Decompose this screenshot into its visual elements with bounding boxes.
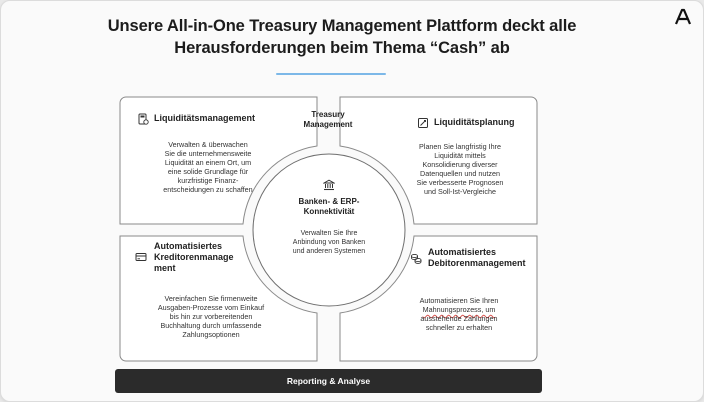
debitorenmanagement-body: Automatisieren Sie Ihren Mahnungsprozess, um ausstehende Zahlungen schneller zu erhalten: [419, 296, 499, 332]
kreditorenmanagement-title: Automatisiertes Kreditorenmanage ment: [154, 241, 234, 273]
reporting-analyse-label: Reporting & Analyse: [286, 376, 371, 386]
treasury-diagram: [118, 96, 539, 362]
page-title: [41, 15, 643, 59]
calculator-icon: [137, 113, 149, 125]
logo-a-icon: [673, 7, 693, 27]
title-accent-line: [276, 73, 386, 75]
title-line-2: Herausforderungen beim Thema “Cash” ab: [174, 39, 510, 57]
center-body: Verwalten Sie Ihre Anbindung von Banken und anderen Systemen: [292, 230, 366, 255]
credit-card-icon: [135, 251, 147, 263]
bank-icon: [323, 179, 335, 191]
title-line-1: Unsere All-in-One Treasury Management Plattform deckt alle: [107, 17, 577, 35]
debitorenmanagement-title: Automatisiertes Debitorenmanagement: [428, 247, 526, 268]
treasury-management-label: Treasury Management: [303, 110, 353, 129]
planning-icon: [417, 117, 429, 129]
reporting-analyse-bar: [115, 369, 542, 393]
coins-icon: [410, 252, 422, 264]
liquiditaetsmanagement-title: Liquiditätsmanagement: [154, 113, 256, 123]
liquiditaetsmanagement-body: Verwalten & überwachen Sie die unternehmensweite Liquidität an einem Ort, um eine solide Grundlage für kurzfristige Finanz- entscheidungen zu schaffen: [163, 140, 253, 194]
center-title: Banken- & ERP- Konnektivität: [298, 197, 360, 216]
kreditorenmanagement-body: Vereinfachen Sie firmenweite Ausgaben-Prozesse vom Einkauf bis hin zur vorbereitenden Buchhaltung durch umfassende Zahlungsoptionen: [157, 294, 265, 339]
liquiditaetsplanung-body: Planen Sie langfristig Ihre Liquidität mittels Konsolidierung diverser Datenquellen und nutzen Sie verbesserte Prognosen und Soll-Ist-Vergleiche: [416, 142, 504, 196]
liquiditaetsplanung-title: Liquiditätsplanung: [434, 117, 515, 127]
